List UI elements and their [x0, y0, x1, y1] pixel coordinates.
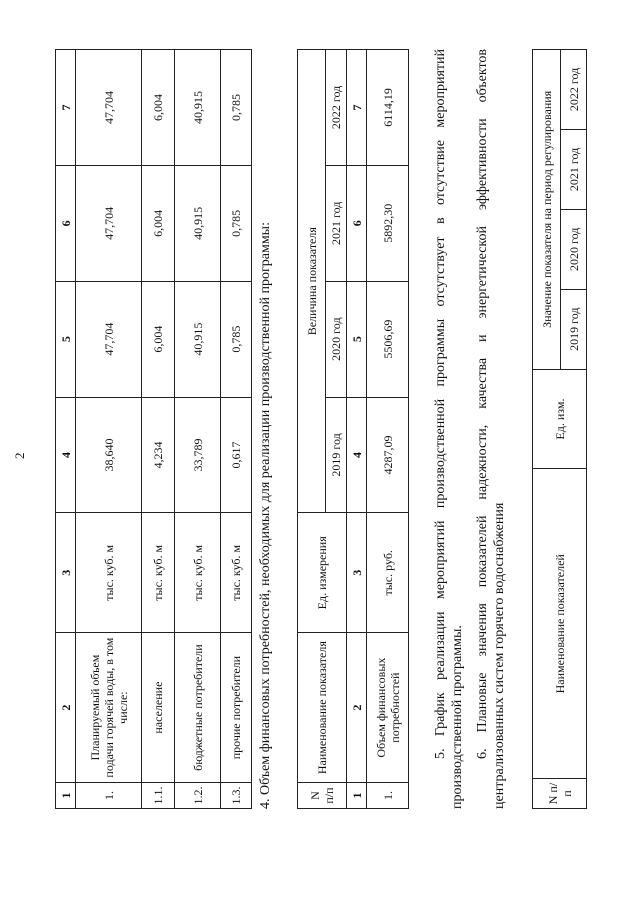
header-cell: 3 [56, 513, 76, 633]
header-cell: 6 [347, 165, 367, 281]
header-year: 2022 год [326, 50, 347, 166]
financial-needs-table [297, 49, 409, 809]
table-header-row [533, 50, 561, 809]
cell-value: 4,234 [142, 397, 175, 513]
production-volume-table [55, 49, 252, 809]
header-cell: 7 [347, 50, 367, 166]
cell-value: 6114,19 [367, 50, 409, 166]
header-group: Значение показателя на период регулирования [533, 50, 561, 370]
cell-value: 4287,09 [367, 397, 409, 513]
header-year: 2022 год [561, 50, 587, 130]
cell-name: Объем финансовых потребностей [367, 633, 409, 783]
header-name: Наименование показателя [298, 633, 347, 783]
header-n: N п/п [533, 779, 587, 809]
header-cell: 6 [56, 165, 76, 281]
cell-value: 6,004 [142, 165, 175, 281]
cell-unit: тыс. руб. [367, 513, 409, 633]
header-group: Величина показателя [298, 50, 326, 513]
table-row [367, 50, 409, 809]
table-number-row [347, 50, 367, 809]
cell-number: 1. [76, 783, 142, 809]
header-n: N п/п [298, 783, 347, 809]
cell-value: 47,704 [76, 50, 142, 166]
cell-value: 40,915 [175, 281, 221, 397]
cell-value: 0,785 [221, 50, 252, 166]
table-row [142, 50, 175, 809]
cell-value: 6,004 [142, 50, 175, 166]
header-year: 2020 год [326, 281, 347, 397]
header-unit: Ед. измерения [298, 513, 347, 633]
section-5-paragraph: 5. График реализации мероприятий производственной программы отсутствует в отсутствие мероприятий производственной программы. [433, 49, 465, 809]
header-year: 2021 год [561, 129, 587, 209]
cell-value: 38,640 [76, 397, 142, 513]
section-6-paragraph: 6. Плановые значения показателей надежности, качества и энергетической эффективности объектов централизованных систем горячего водоснабжения [475, 49, 507, 809]
cell-number: 1.2. [175, 783, 221, 809]
cell-name: бюджетные потребители [175, 633, 221, 783]
header-year: 2019 год [326, 397, 347, 513]
header-cell: 2 [347, 633, 367, 783]
table-row [175, 50, 221, 809]
header-year: 2021 год [326, 165, 347, 281]
header-cell: 5 [56, 281, 76, 397]
header-unit: Ед. изм. [533, 369, 587, 469]
cell-name: прочие потребители [221, 633, 252, 783]
page-number: 2 [12, 452, 27, 459]
header-cell: 5 [347, 281, 367, 397]
header-year: 2020 год [561, 209, 587, 289]
cell-value: 6,004 [142, 281, 175, 397]
header-name: Наименование показателей [533, 469, 587, 779]
cell-value: 0,785 [221, 165, 252, 281]
cell-number: 1. [367, 783, 409, 809]
cell-unit: тыс. куб. м [175, 513, 221, 633]
header-cell: 7 [56, 50, 76, 166]
cell-value: 40,915 [175, 165, 221, 281]
table-row [221, 50, 252, 809]
cell-value: 5892,30 [367, 165, 409, 281]
cell-unit: тыс. куб. м [142, 513, 175, 633]
cell-value: 0,785 [221, 281, 252, 397]
cell-name: население [142, 633, 175, 783]
header-cell: 1 [56, 783, 76, 809]
header-cell: 4 [347, 397, 367, 513]
table-header-row [56, 50, 76, 809]
header-cell: 4 [56, 397, 76, 513]
cell-value: 33,789 [175, 397, 221, 513]
cell-value: 5506,69 [367, 281, 409, 397]
cell-name: Планируемый объем подачи горячей воды, в том числе: [76, 633, 142, 783]
table-row [76, 50, 142, 809]
cell-value: 47,704 [76, 281, 142, 397]
header-year: 2019 год [561, 289, 587, 369]
header-cell: 2 [56, 633, 76, 783]
cell-unit: тыс. куб. м [221, 513, 252, 633]
cell-value: 0,617 [221, 397, 252, 513]
cell-number: 1.3. [221, 783, 252, 809]
cell-unit: тыс. куб. м [76, 513, 142, 633]
header-cell: 3 [347, 513, 367, 633]
header-cell: 1 [347, 783, 367, 809]
section-4-heading: 4. Объем финансовых потребностей, необходимых для реализации производственной программы: [258, 222, 273, 809]
reliability-indicators-table [532, 49, 587, 809]
cell-value: 47,704 [76, 165, 142, 281]
cell-number: 1.1. [142, 783, 175, 809]
cell-value: 40,915 [175, 50, 221, 166]
table-header-row [298, 50, 326, 809]
